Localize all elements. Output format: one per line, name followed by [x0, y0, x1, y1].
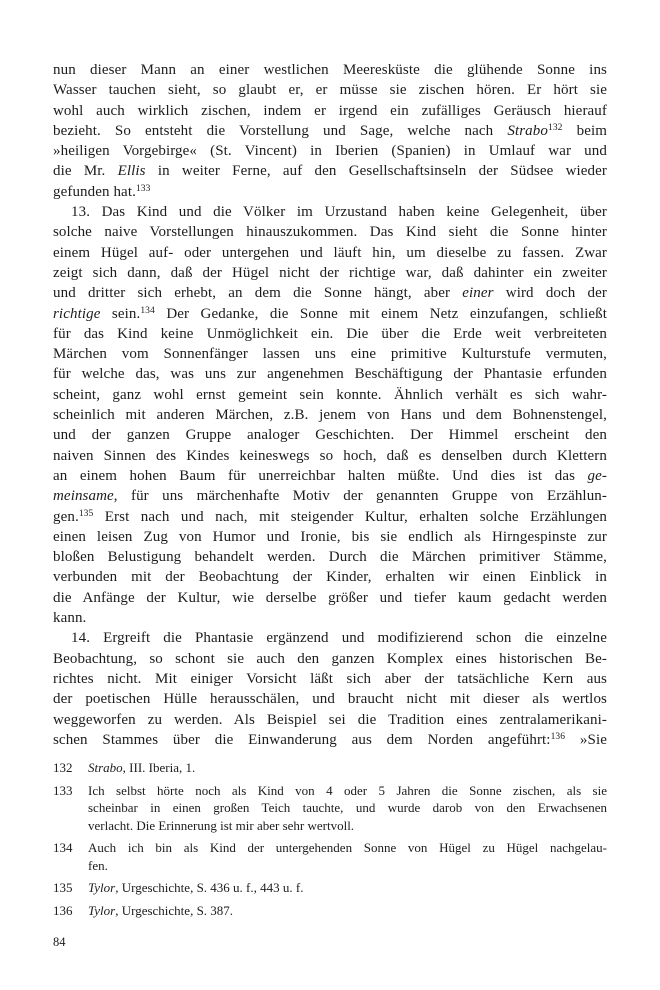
text-run: nun dieser Mann an einer westlichen Meeresküste die glühende Sonne ins [53, 62, 607, 78]
text-run: bloßen Belustigung behandelt werden. Durch die Märchen primitiver Stämme, [53, 549, 607, 566]
text-run: Beobachtung, so schont sie auch den ganzen Komplex eines historischen Be- [53, 650, 607, 667]
text-line [53, 466, 607, 486]
footnote-number: 134 [53, 840, 73, 856]
text-run: , für uns märchenhafte Motiv der genannten Gruppe von Erzählun- [113, 488, 607, 505]
text-run: Der Gedanke, die Sonne mit einem Netz einzufangen, schließt [154, 305, 607, 322]
text-line [53, 649, 607, 669]
footnote-ref: 134 [140, 305, 155, 316]
text-line [53, 446, 607, 466]
text-run: wohl auch wirklich zischen, indem er irgend ein zufälliges Geräusch hierauf [53, 102, 607, 119]
text-run: gen. [53, 508, 79, 525]
text-run: für welche das, was uns zur angenehmen Beschäftigung der Phantasie erfunden [53, 366, 607, 383]
text-line [53, 222, 607, 242]
italic-text: Ellis [117, 163, 146, 180]
text-run: einen leisen Zug von Humor und Ironie, bis sie endlich als Hirngespinste zur [53, 528, 607, 545]
text-line [53, 547, 607, 567]
italic-text: meinsame [53, 488, 114, 505]
text-line [53, 141, 607, 161]
text-line [53, 161, 607, 181]
italic-text: Strabo [88, 760, 123, 776]
text-run: verbunden mit der Beobachtung der Kinder, erhalten wir einen Einblick in [53, 569, 607, 586]
text-line [53, 80, 607, 100]
footnote-ref: 135 [78, 508, 94, 519]
text-run: scheinlich mit anderen Märchen, z.B. jenem von Hans und dem Bohnenstengel, [53, 407, 607, 424]
footnote [53, 839, 607, 874]
text-run: verlacht. Die Erinnerung ist mir aber sehr wertvoll. [88, 817, 355, 833]
footnote-text [88, 782, 607, 835]
text-run: die Mr. [53, 163, 118, 180]
text-run: , Urgeschichte, S. 436 u. f., 443 u. f. [115, 880, 304, 896]
text-line [53, 425, 607, 445]
text-line [53, 304, 607, 324]
text-line [88, 799, 607, 817]
footnote-text [88, 759, 607, 777]
text-line [53, 101, 607, 121]
text-line [53, 324, 607, 344]
paragraph [53, 60, 607, 202]
text-line [88, 839, 607, 857]
text-run: Auch ich bin als Kind der untergehenden Sonne von Hügel zu Hügel nachgelau- [88, 840, 607, 856]
footnote-ref: 133 [135, 183, 151, 194]
text-run: beim [562, 122, 607, 139]
italic-text: einer [462, 285, 494, 302]
footnote [53, 902, 607, 920]
text-run: zeigt sich dann, daß der Hügel nicht der richtige war, daß dahinter ein zweiter [53, 264, 607, 281]
text-line [88, 782, 607, 800]
footnote-number: 132 [53, 760, 73, 776]
text-line [53, 60, 607, 80]
text-run: schen Stammes über die Einwanderung aus dem Norden angeführt: [53, 731, 551, 748]
text-run: und dritter sich erhebt, an dem die Sonne hängt, aber [53, 285, 463, 302]
text-line [53, 507, 607, 527]
text-line [53, 608, 607, 628]
text-run: gefunden hat. [53, 183, 136, 200]
text-line [88, 879, 607, 897]
text-run: fen. [88, 857, 108, 873]
body-text [53, 60, 607, 750]
footnote [53, 759, 607, 777]
footnote-text [88, 902, 607, 920]
footnote [53, 782, 607, 835]
text-line [53, 710, 607, 730]
footnote-number: 135 [53, 880, 73, 896]
text-line [53, 263, 607, 283]
text-run: Wasser tauchen sieht, so glaubt er, er müsse sie zischen hören. Er hört sie [53, 82, 607, 99]
text-line [53, 405, 607, 425]
italic-text: ge- [587, 467, 607, 484]
footnote-text [88, 839, 607, 874]
text-run: sein. [100, 305, 141, 322]
text-line [53, 689, 607, 709]
text-run: Ich selbst hörte noch als Kind von 4 oder 5 Jahren die Sonne zischen, als sie [88, 782, 607, 798]
text-run: , III. Iberia, 1. [122, 760, 196, 776]
text-line [53, 567, 607, 587]
footnote-ref: 136 [550, 732, 566, 742]
text-line [53, 486, 607, 506]
text-run: 14. Ergreift die Phantasie ergänzend und modifizierend schon die einzelne [71, 630, 607, 647]
text-run: bezieht. So entsteht die Vorstellung und Sage, welche nach [53, 122, 508, 139]
text-run: , Urgeschichte, S. 387. [115, 902, 234, 918]
text-run: weggeworfen zu werden. Als Beispiel sei die Tradition eines zentralamerikani- [53, 711, 607, 728]
text-line [88, 759, 607, 777]
text-line [53, 588, 607, 608]
text-line [53, 527, 607, 547]
text-line [53, 364, 607, 384]
text-run: kann. [53, 610, 87, 627]
text-run: solche naive Vorstellungen hinauszukommen. Das Kind sieht die Sonne hinter [53, 224, 607, 241]
text-line [53, 243, 607, 263]
text-run: 13. Das Kind und die Völker im Urzustand haben keine Gelegenheit, über [71, 204, 607, 221]
text-run: scheint, ganz wohl ernst gemeint sein konnte. Ähnlich verhält es sich wahr- [53, 386, 607, 403]
text-run: scheinbar in einen großen Teich tauchte, und wurde darob von den Erwachsenen [88, 800, 607, 816]
footnotes [53, 759, 607, 919]
italic-text: Tylor [88, 880, 116, 896]
text-run: »Sie [565, 731, 607, 748]
footnote-number: 133 [53, 782, 73, 798]
text-run: an einem hohen Baum für unerreichbar halten müßte. Und dies ist das [53, 467, 588, 484]
italic-text: Strabo [507, 122, 548, 139]
text-line [88, 857, 607, 875]
italic-text: richtige [53, 305, 101, 322]
footnote [53, 879, 607, 897]
text-line [53, 628, 607, 648]
text-line [88, 902, 607, 920]
paragraph [53, 202, 607, 628]
text-run: die Anfänge der Kultur, wie derselbe größer und tiefer kaum gedacht werden [53, 589, 607, 606]
footnote-text [88, 879, 607, 897]
text-run: einem Hügel auf- oder untergehen und läuft hin, um dieselbe zu fassen. Zwar [53, 244, 607, 261]
text-line [53, 344, 607, 364]
text-line [53, 385, 607, 405]
text-line [53, 730, 607, 750]
text-run: wird doch der [493, 285, 607, 302]
page-number: 84 [53, 935, 66, 950]
text-line [53, 202, 607, 222]
text-line [88, 817, 607, 835]
text-run: der poetischen Hülle herausschälen, und braucht nicht mit dieser als wertlos [53, 691, 607, 708]
text-line [53, 283, 607, 303]
paragraph [53, 628, 607, 750]
text-run: Märchen vom Sonnenfänger lassen uns eine primitive Kulturstufe vermuten, [53, 346, 607, 363]
text-run: für das Kind keine Unmöglichkeit ein. Die über die Erde weit verbreiteten [53, 325, 607, 342]
text-run: in weiter Ferne, auf den Gesellschaftsinseln der Südsee wieder [145, 163, 607, 180]
text-line [53, 182, 607, 202]
text-run: Erst nach und nach, mit steigender Kultur, erhalten solche Erzählungen [93, 508, 607, 525]
text-run: naiven Sinnen des Kindes keineswegs so hoch, daß es denselben durch Klettern [53, 447, 607, 464]
text-run: und der ganzen Gruppe analoger Geschichten. Der Himmel erscheint den [53, 427, 607, 444]
footnote-number: 136 [53, 902, 73, 918]
italic-text: Tylor [88, 902, 116, 918]
text-run: richtes nicht. Mit einiger Vorsicht läßt sich aber der tatsächliche Kern aus [53, 670, 607, 687]
text-line [53, 121, 607, 141]
footnote-ref: 132 [547, 123, 563, 134]
text-line [53, 669, 607, 689]
text-run: »heiligen Vorgebirge« (St. Vincent) in Iberien (Spanien) in Umlauf war und [53, 143, 607, 160]
